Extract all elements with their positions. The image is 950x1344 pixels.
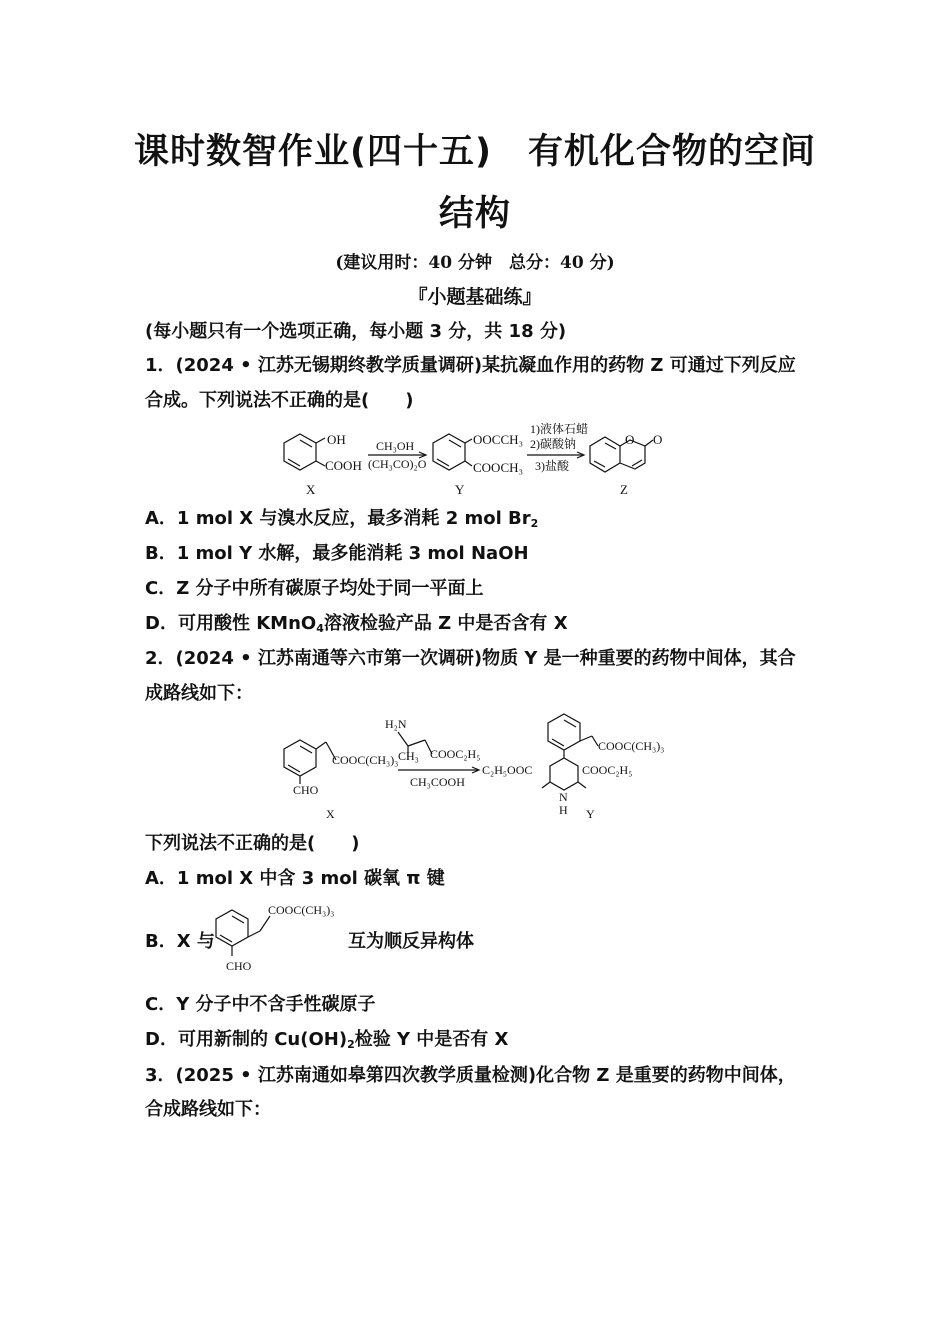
q1-reaction-scheme xyxy=(280,420,680,500)
q1-y-ester: COOCH₃ xyxy=(473,460,524,475)
q1-x-label: X xyxy=(306,482,316,497)
q2-stem-line-2: 成路线如下： xyxy=(145,683,253,704)
q2-stem-line-1: 2．(2024 • 江苏南通等六市第一次调研)物质 Y 是一种重要的药物中间体，其合 xyxy=(145,648,796,669)
q2-option-a[interactable]: A．1 mol X 中含 3 mol 碳氧 π 键 xyxy=(145,868,445,889)
q1-z-ring-oxygen: O xyxy=(625,432,635,447)
q1-option-a-sub: 2 xyxy=(530,517,539,530)
q1-reagent2-line-2: 2)碳酸钠 xyxy=(530,437,576,451)
q2-option-b-structure xyxy=(210,898,350,978)
q1-y-benzene-ring xyxy=(433,434,465,470)
q2-b-benzene-ring xyxy=(216,910,248,946)
q2-option-d[interactable] xyxy=(145,1028,825,1057)
q2-option-b-tail: 互为顺反异构体 xyxy=(348,931,474,952)
time-and-score-note: (建议用时：40 分钟 总分：40 分) xyxy=(335,253,615,273)
q1-reagent1-top: CH₃OH xyxy=(376,439,415,453)
q2-prompt: 下列说法不正确的是( ) xyxy=(145,833,360,854)
page-title-line-1: 课时数智作业(四十五) 有机化合物的空间 xyxy=(134,132,816,172)
q2-y-benzene-ring xyxy=(548,714,580,750)
q2-option-d-text-2: 检验 Y 中是否有 X xyxy=(354,1029,509,1050)
q1-option-d[interactable] xyxy=(145,612,825,641)
q1-option-d-sub: 4 xyxy=(316,622,324,635)
q1-reagent1-bottom: (CH₃CO)₂O xyxy=(368,457,427,471)
q2-option-d-text: D．可用新制的 Cu(OH) xyxy=(145,1029,348,1050)
q1-option-a-text: A．1 mol X 与溴水反应，最多消耗 2 mol Br xyxy=(145,508,531,529)
page-title-line-2: 结构 xyxy=(438,194,511,234)
q2-option-c[interactable]: C．Y 分子中不含手性碳原子 xyxy=(145,994,376,1015)
q1-z-label: Z xyxy=(620,482,628,497)
q2-reagent-bottom: CH₃COOH xyxy=(410,775,465,789)
section-heading: 『小题基础练』 xyxy=(408,286,542,308)
q1-stem-line-1: 1．(2024 • 江苏无锡期终教学质量调研)某抗凝血作用的药物 Z 可通过下列反应 xyxy=(145,355,796,376)
q1-reagent2-line-1: 1)液体石蜡 xyxy=(530,422,588,436)
q2-y-nitrogen: N xyxy=(559,790,568,804)
q1-reagent2-line-3: 3)盐酸 xyxy=(535,459,569,473)
q1-y-acetoxy: OOCCH₃ xyxy=(473,432,524,447)
q1-x-cooh: COOH xyxy=(325,458,362,473)
q2-y-left-ester: C₂H₅OOC xyxy=(482,763,533,777)
q2-x-ester: COOC(CH₃)₃ xyxy=(332,753,399,767)
q2-y-top-ester: COOC(CH₃)₃ xyxy=(598,739,665,753)
q1-option-b[interactable]: B．1 mol Y 水解，最多能消耗 3 mol NaOH xyxy=(145,543,529,564)
q1-x-oh: OH xyxy=(327,432,346,447)
q2-reagent-nh2: H₂N xyxy=(385,717,407,731)
q1-z-carbonyl-oxygen: O xyxy=(653,432,663,447)
q1-option-a[interactable] xyxy=(145,507,825,536)
instruction: (每小题只有一个选项正确，每小题 3 分，共 18 分) xyxy=(145,321,567,342)
q2-x-cho: CHO xyxy=(293,783,319,797)
q1-option-d-text-2: 溶液检验产品 Z 中是否含有 X xyxy=(323,613,568,634)
q2-y-dihydropyridine-ring xyxy=(550,758,578,790)
q2-y-label: Y xyxy=(586,807,595,821)
q1-x-benzene-ring xyxy=(284,434,316,470)
q2-reagent-ester: COOC₂H₅ xyxy=(430,747,481,761)
q1-option-d-text: D．可用酸性 KMnO xyxy=(145,613,317,634)
q1-option-c[interactable]: C．Z 分子中所有碳原子均处于同一平面上 xyxy=(145,578,484,599)
q2-option-d-sub: 2 xyxy=(347,1038,355,1051)
q2-x-label: X xyxy=(326,807,335,821)
q2-b-ester: COOC(CH₃)₃ xyxy=(268,903,335,917)
q2-y-hydrogen: H xyxy=(559,803,568,817)
q2-y-right-ester: COOC₂H₅ xyxy=(582,763,633,777)
q2-option-b-text: B．X 与 xyxy=(145,931,215,952)
q1-stem-line-2: 合成。下列说法不正确的是( ) xyxy=(145,390,414,411)
q2-reaction-scheme xyxy=(280,712,680,827)
q3-stem-line-1: 3．(2025 • 江苏南通如皋第四次教学质量检测)化合物 Z 是重要的药物中间体， xyxy=(145,1065,796,1086)
q2-reagent-ch3: CH₃ xyxy=(398,749,419,763)
q3-stem-line-2: 合成路线如下： xyxy=(145,1099,271,1120)
q1-y-label: Y xyxy=(455,482,465,497)
q2-b-cho: CHO xyxy=(226,959,252,973)
q2-x-benzene-ring xyxy=(284,740,316,776)
